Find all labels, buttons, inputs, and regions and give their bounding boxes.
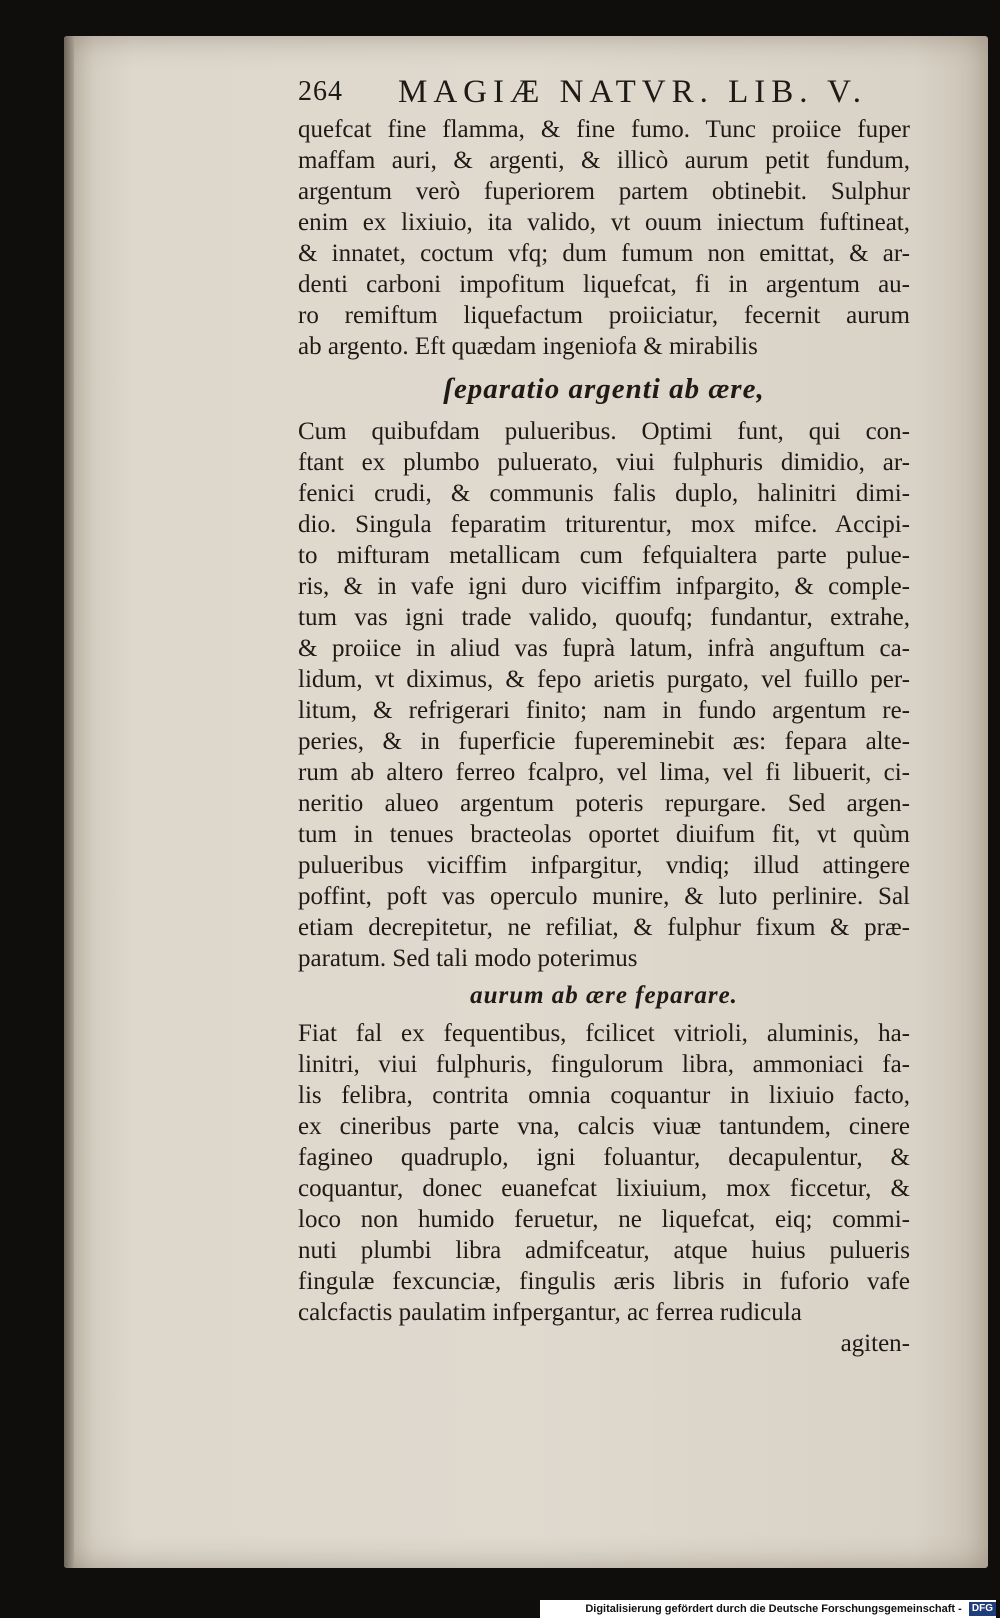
text-line: ex cineribus parte vna, calcis viuæ tantundem, cinere (298, 1113, 910, 1140)
text-line: & innatet, coctum vfq; dum fumum non emittat, & ar- (298, 240, 910, 267)
text-line: nuti plumbi libra admifceatur, atque huius pulueris (298, 1237, 910, 1264)
catchword: agiten- (840, 1330, 910, 1357)
text-line: to mifturam metallicam cum fefquialtera parte pulue- (298, 542, 910, 569)
digitization-footer (540, 1600, 996, 1618)
text-line: fagineo quadruplo, igni foluantur, decapulentur, & (298, 1144, 910, 1171)
text-line: linitri, viui fulphuris, fingulorum libra, ammoniaci fa- (298, 1051, 910, 1078)
page-number: 264 (298, 76, 343, 107)
text-line: maffam auri, & argenti, & illicò aurum petit fundum, (298, 147, 910, 174)
text-line: ftant ex plumbo puluerato, viui fulphuris dimidio, ar- (298, 449, 910, 476)
text-line: coquantur, donec euanefcat lixiuium, mox ficcetur, & (298, 1175, 910, 1202)
text-line: ris, & in vafe igni duro viciffim infpargito, & comple- (298, 573, 910, 600)
text-line: poffint, poft vas operculo munire, & luto perlinire. Sal (298, 883, 910, 910)
running-head: MAGIÆ NATVR. LIB. V. (398, 74, 867, 110)
text-line: tum vas igni trade valido, quoufq; fundantur, extrahe, (298, 604, 910, 631)
paragraph-3 (298, 1018, 910, 1328)
text-line: neritio alueo argentum poteris repurgare. Sed argen- (298, 790, 910, 817)
text-line: denti carboni impofitum liquefcat, fi in argentum au- (298, 271, 910, 298)
text-line: fingulæ fexcunciæ, fingulis æris libris in fuforio vafe (298, 1268, 910, 1295)
page-gutter-edge (64, 36, 74, 1568)
dfg-logo-icon: DFG (969, 1602, 996, 1616)
text-line: Fiat fal ex fequentibus, fcilicet vitrioli, aluminis, ha- (298, 1020, 910, 1047)
text-line: fenici crudi, & communis falis duplo, halinitri dimi- (298, 480, 910, 507)
text-line: & proiice in aliud vas fuprà latum, infrà anguftum ca- (298, 635, 910, 662)
text-line: ro remiftum liquefactum proiiciatur, fecernit aurum (298, 302, 910, 329)
text-line: argentum verò fuperiorem partem obtinebit. Sulphur (298, 178, 910, 205)
text-line: lidum, vt diximus, & fepo arietis purgato, vel fuillo per- (298, 666, 910, 693)
text-line: litum, & refrigerari finito; nam in fundo argentum re- (298, 697, 910, 724)
text-block (298, 114, 910, 1359)
section-heading-2: aurum ab ære feparare. (470, 982, 738, 1009)
text-line: pulueribus viciffim infpargitur, vndiq; illud attingere (298, 852, 910, 879)
text-line: dio. Singula feparatim triturentur, mox mifce. Accipi- (298, 511, 910, 538)
text-line: quefcat fine flamma, & fine fumo. Tunc proiice fuper (298, 116, 910, 143)
text-line: lis felibra, contrita omnia coquantur in lixiuio facto, (298, 1082, 910, 1109)
text-line: calcfactis paulatim infpergantur, ac ferrea rudicula (298, 1299, 802, 1326)
text-line: Cum quibufdam pulueribus. Optimi funt, qui con- (298, 418, 910, 445)
footer-credit: Digitalisierung gefördert durch die Deutsche Forschungsgemeinschaft - (585, 1603, 962, 1615)
text-line: enim ex lixiuio, ita valido, vt ouum iniectum fuftineat, (298, 209, 910, 236)
text-line: etiam decrepitetur, ne refiliat, & fulphur fixum & præ- (298, 914, 910, 941)
text-line: tum in tenues bracteolas oportet diuifum fit, vt quùm (298, 821, 910, 848)
paragraph-1 (298, 114, 910, 362)
text-line: peries, & in fuperficie fupereminebit æs: fepara alte- (298, 728, 910, 755)
text-line: loco non humido feruetur, ne liquefcat, eiq; commi- (298, 1206, 910, 1233)
section-heading-1: ſeparatio argenti ab ære, (443, 373, 765, 405)
page-header (298, 74, 908, 116)
paragraph-2 (298, 416, 910, 974)
text-line: ab argento. Eft quædam ingeniofa & mirabilis (298, 333, 758, 360)
text-line: paratum. Sed tali modo poterimus (298, 945, 638, 972)
text-line: rum ab altero ferreo fcalpro, vel lima, vel fi libuerit, ci- (298, 759, 910, 786)
